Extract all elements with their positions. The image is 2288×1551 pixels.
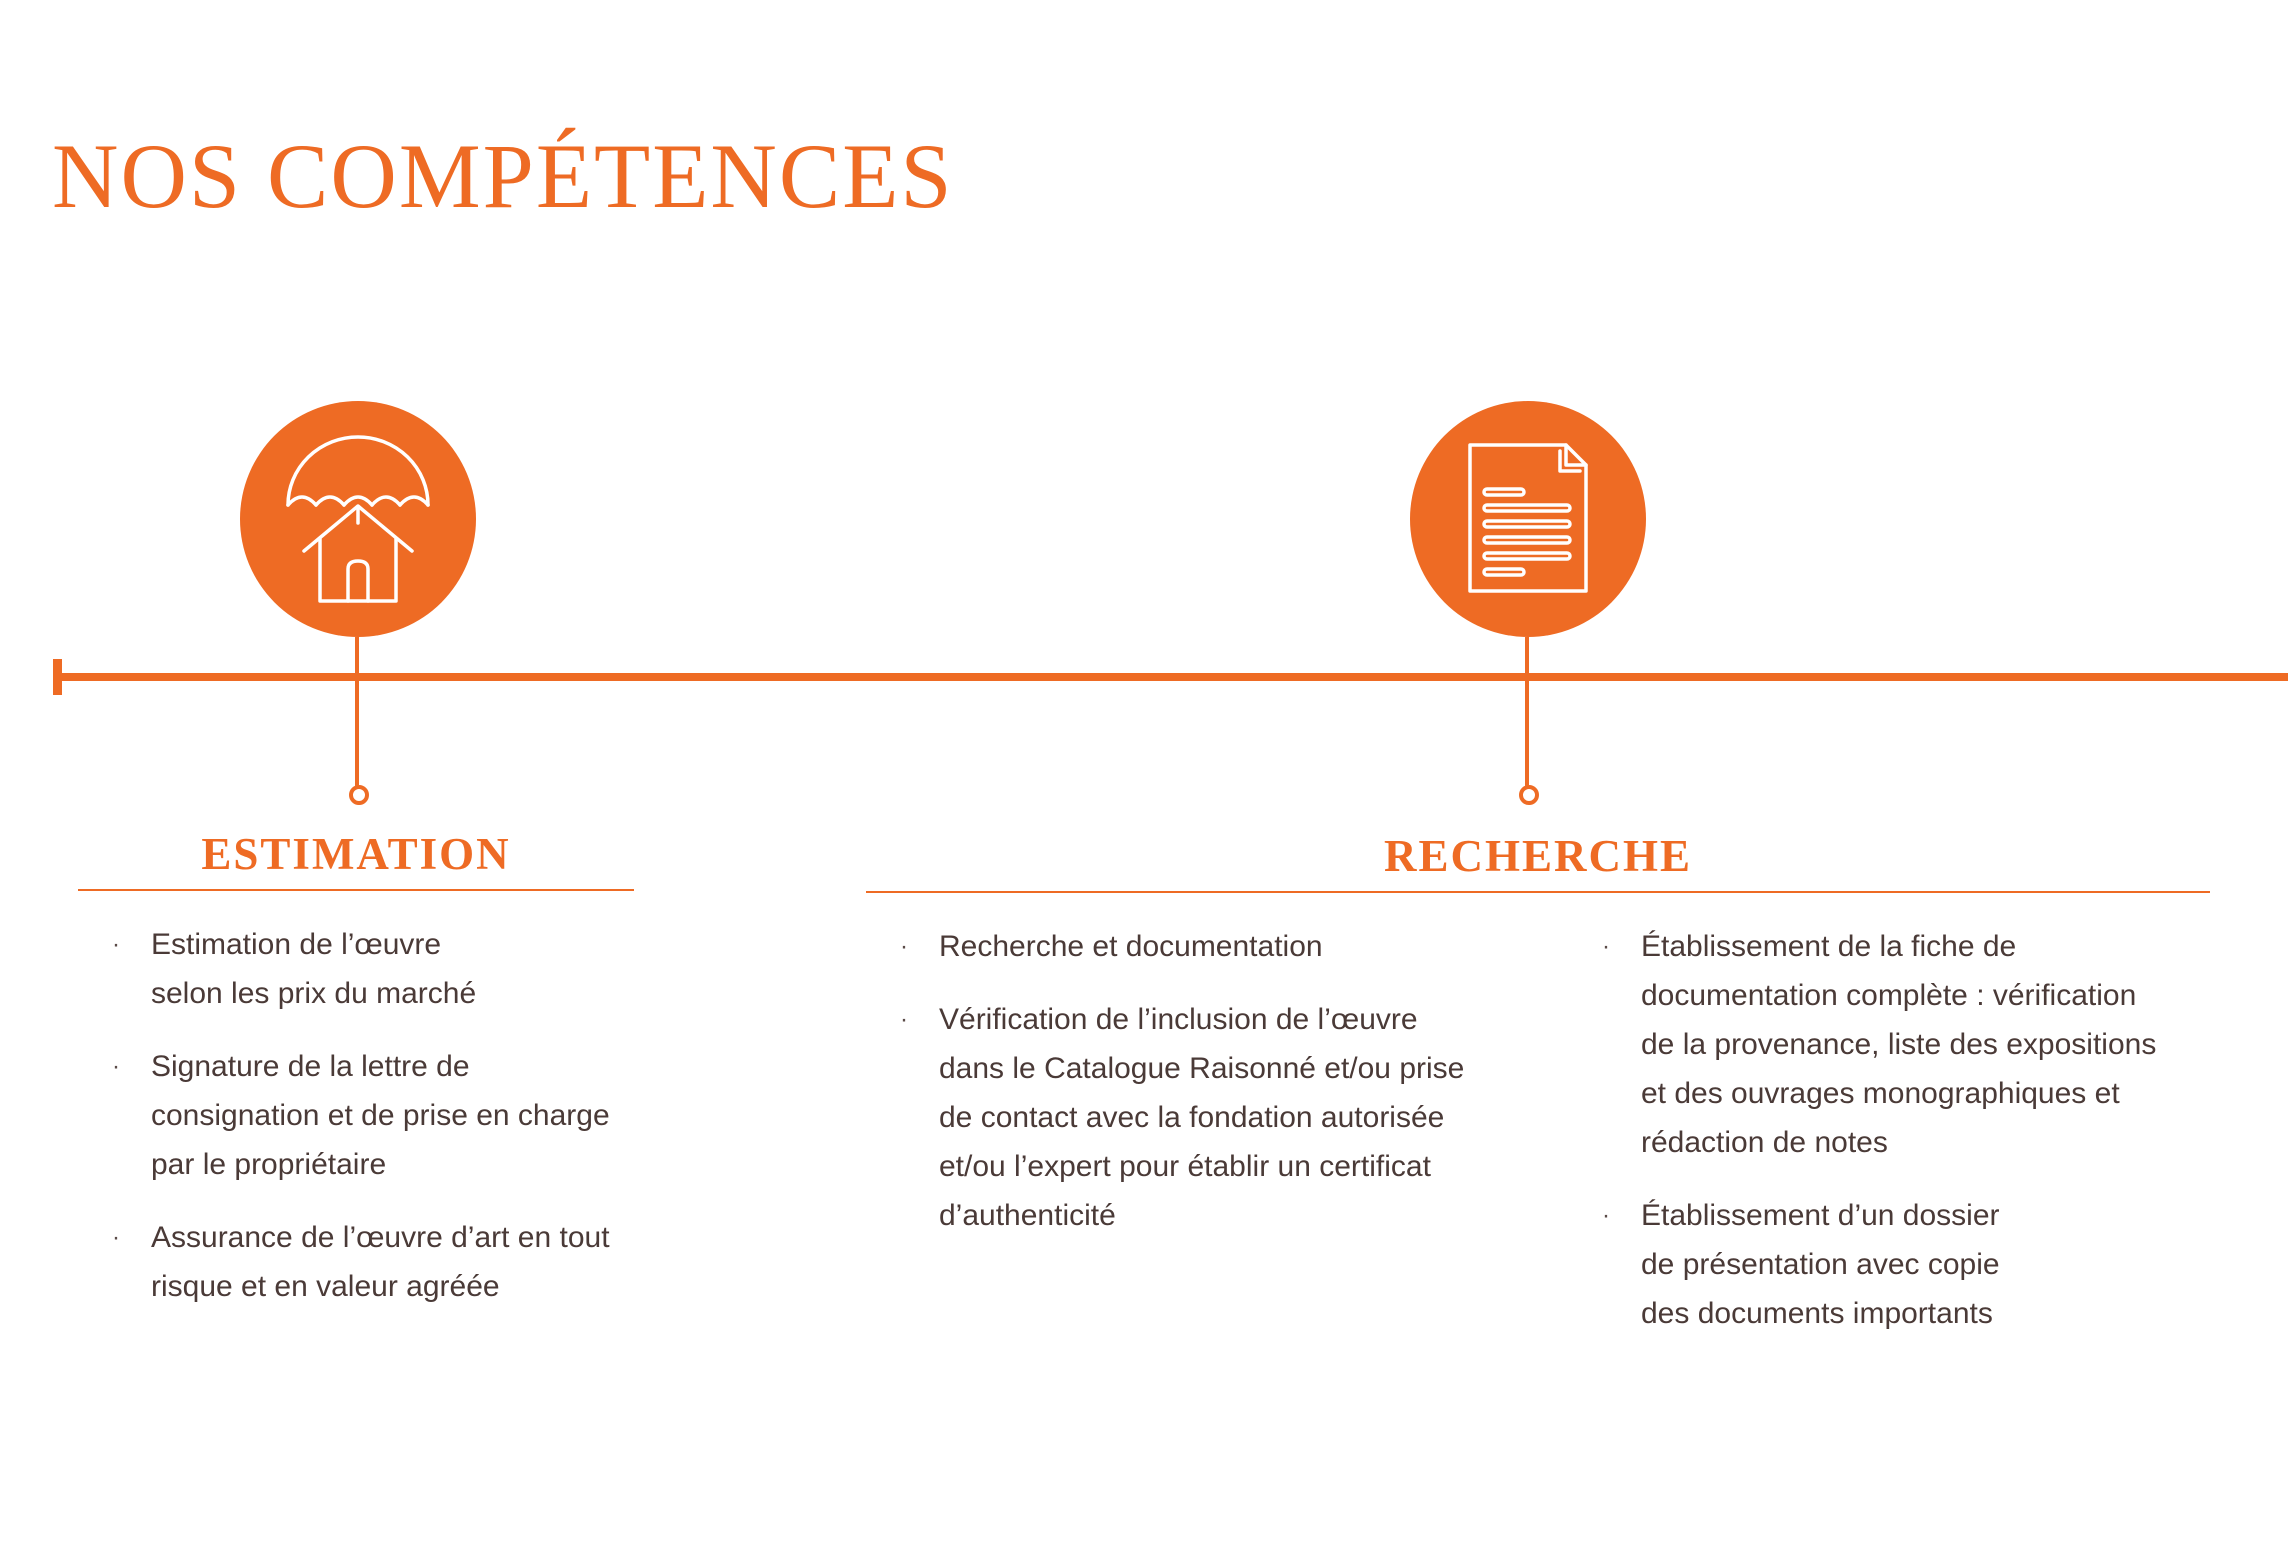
bullet-marker: · — [900, 933, 908, 960]
document-icon — [1410, 401, 1646, 637]
umbrella-house-icon — [240, 401, 476, 637]
estimation-rule — [78, 889, 634, 891]
list-item: · Établissement de la fiche de documentation complète : vérification de la provenance, liste des expositions et des ouvrages monographiques et rédaction de notes — [1570, 922, 2250, 1167]
estimation-connector — [355, 637, 359, 787]
recherche-bullet-list-left — [868, 922, 1508, 1264]
timeline-line — [57, 673, 2288, 681]
bullet-marker: · — [112, 931, 120, 958]
recherche-connector-dot — [1519, 785, 1539, 805]
bullet-marker: · — [1602, 1202, 1610, 1229]
bullet-marker: · — [1602, 933, 1610, 960]
estimation-bullet-list — [80, 920, 680, 1335]
list-item: · Estimation de l’œuvre selon les prix du marché — [80, 920, 680, 1018]
bullet-marker: · — [112, 1053, 120, 1080]
section-title-recherche: RECHERCHE — [1383, 831, 1693, 881]
page-title: NOS COMPÉTENCES — [52, 125, 954, 227]
list-item: · Recherche et documentation — [868, 922, 1508, 971]
recherche-bullet-list-right — [1570, 922, 2250, 1362]
list-item: · Établissement d’un dossier de présentation avec copie des documents importants — [1570, 1191, 2250, 1338]
bullet-marker: · — [900, 1006, 908, 1033]
estimation-connector-dot — [349, 785, 369, 805]
recherche-rule — [866, 891, 2210, 893]
list-item: · Vérification de l’inclusion de l’œuvre dans le Catalogue Raisonné et/ou prise de contact avec la fondation autorisée et/ou l’expert pour établir un certificat d’authenticité — [868, 995, 1508, 1240]
list-item: · Signature de la lettre de consignation et de prise en charge par le propriétaire — [80, 1042, 680, 1189]
recherche-connector — [1525, 637, 1529, 787]
bullet-marker: · — [112, 1224, 120, 1251]
section-title-estimation: ESTIMATION — [201, 829, 511, 879]
list-item: · Assurance de l’œuvre d’art en tout risque et en valeur agréée — [80, 1213, 680, 1311]
